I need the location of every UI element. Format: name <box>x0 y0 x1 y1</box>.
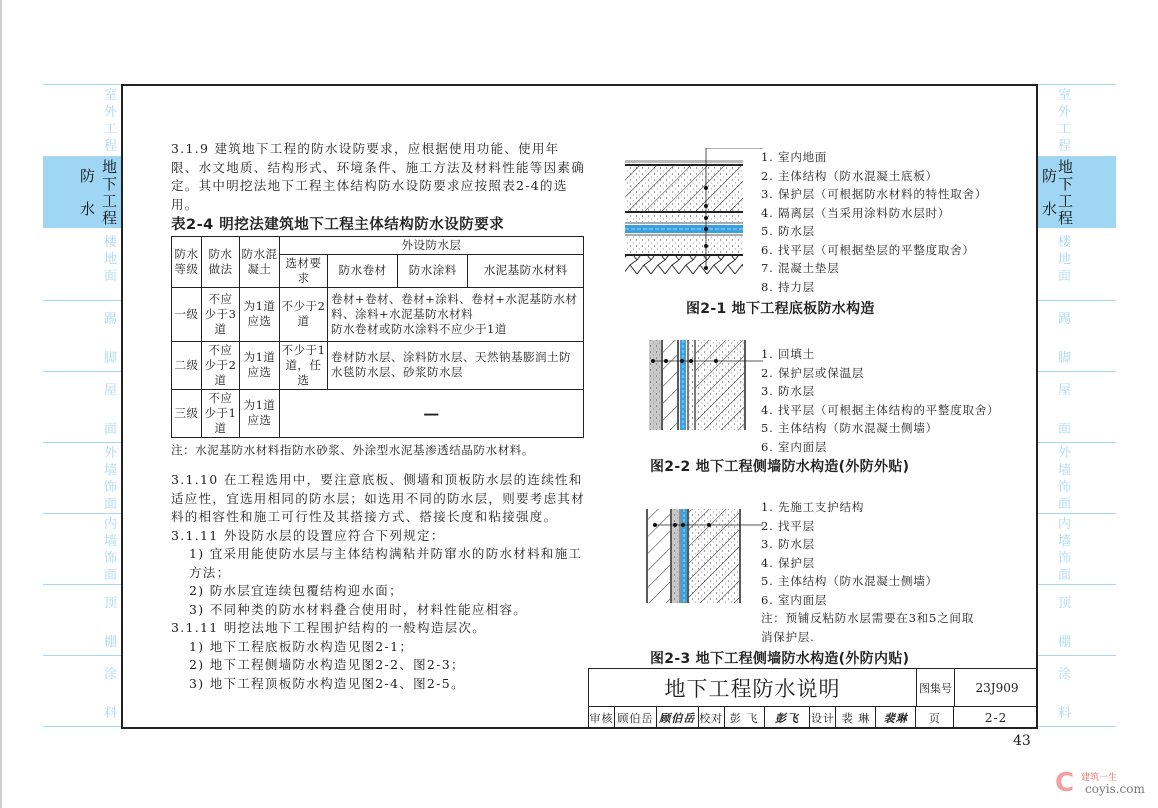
tab-roof[interactable] <box>1038 371 1116 442</box>
th-coating: 防水涂料 <box>398 254 468 287</box>
page-label: 页 <box>916 707 954 729</box>
legend-item: 6. 室内面层 <box>761 592 828 607</box>
th-method: 防水做法 <box>202 236 240 287</box>
drawing-title: 地下工程防水说明 <box>589 669 917 707</box>
cell-concrete: 为1道应选 <box>240 287 280 341</box>
review-label: 审核 <box>589 707 615 729</box>
cell-concrete: 为1道应选 <box>240 389 280 437</box>
clause-3-1-9: 3.1.9 建筑地下工程的防水设防要求，应根据使用功能、使用年限、水文地质、结构形式、环境条件、施工方法及材料性能等因素确定。其中明挖法地下工程主体结构防水设防要求应按照表2-4的选用。 <box>171 141 586 212</box>
legend-item: 6. 室内面层 <box>761 439 828 454</box>
th-membrane: 防水卷材 <box>328 254 398 287</box>
tab-label: 踢 脚 <box>1058 312 1072 366</box>
tab-skirting[interactable] <box>1038 300 1116 371</box>
table-note: 注：水泥基防水材料指防水砂浆、外涂型水泥基渗透结晶防水材料。 <box>171 442 534 457</box>
legend-item: 2. 保护层或保温层 <box>761 365 865 380</box>
tab-exterior-wall[interactable] <box>1038 442 1116 513</box>
materials-line: 卷材防水层、涂料防水层、天然钠基膨润土防水毯防水层、砂浆防水层 <box>331 350 571 379</box>
list-item: 1) 宜采用能使防水层与主体结构满粘并防窜水的防水材料和施工方法； <box>189 546 583 580</box>
legend-item: 1. 室内地面 <box>761 150 828 164</box>
cell-method: 不应少于1道 <box>202 389 240 437</box>
checker-signature: 彭飞 <box>765 707 811 729</box>
watermark <box>1055 768 1150 800</box>
tab-label: 内 墙 饰 面 <box>103 517 117 583</box>
legend-item: 4. 隔离层（当采用涂料防水层时） <box>761 205 951 220</box>
tab-label: 楼 地 面 <box>1058 235 1072 284</box>
tab-label: 室 外 工 程 <box>1058 88 1072 154</box>
page-code: 2-2 <box>984 711 1008 725</box>
left-section-tabs <box>43 84 121 727</box>
legend-item: 3. 防水层 <box>761 537 815 551</box>
tab-outdoor[interactable] <box>1038 84 1116 156</box>
text-column <box>171 140 586 693</box>
legend-item: 8. 持力层 <box>761 279 815 294</box>
figure-2-3-legend <box>761 498 974 646</box>
tab-roof[interactable] <box>43 371 121 442</box>
figure-2-2-legend <box>761 345 999 456</box>
cell-grade: 一级 <box>172 287 202 341</box>
materials-line: 卷材+卷材、卷材+涂料、卷材+水泥基防水材料、涂料+水泥基防水材料 <box>331 291 578 321</box>
tab-label: 地 下 工 程 <box>101 158 117 227</box>
tab-floor[interactable] <box>43 228 121 300</box>
list-item: 3) 不同种类的防水材料叠合使用时，材料性能应相容。 <box>189 601 528 617</box>
side-wall-outer-section-diagram <box>643 338 763 438</box>
page-edge <box>0 0 2 808</box>
tab-label: 涂 料 <box>1058 667 1072 721</box>
table-header-row <box>172 236 584 254</box>
cell-requirement: 不少于1道，任选 <box>280 341 328 389</box>
tab-underground-active[interactable] <box>1038 156 1116 228</box>
clause-3-1-10: 3.1.10 在工程选用中，要注意底板、侧墙和顶板防水层的连续性和适应性，宜选用相同的防水层；如选用不同的防水层，则要考虑其材料的相容性和施工可行性及其搭接方式、搭接长度和粘接强度。 <box>171 472 586 524</box>
tab-interior-wall[interactable] <box>1038 513 1116 584</box>
clause-3-1-11-b: 3.1.11 明挖法地下工程围护结构的一般构造层次。 <box>171 620 487 635</box>
tab-label: 屋 面 <box>103 383 117 437</box>
tab-ceiling[interactable] <box>1038 584 1116 655</box>
tab-label: 踢 脚 <box>103 312 117 366</box>
tab-floor[interactable] <box>1038 228 1116 300</box>
cell-method: 不应少于3道 <box>202 287 240 341</box>
th-grade: 防水等级 <box>172 236 202 287</box>
list-item: 1) 地下工程底板防水构造见图2-1； <box>189 638 414 654</box>
tab-label: 屋 面 <box>1058 383 1072 437</box>
tab-label: 内 墙 饰 面 <box>1058 517 1072 583</box>
list-item: 2) 地下工程侧墙防水构造见图2-2、图2-3； <box>189 657 465 672</box>
cell-materials <box>328 287 584 341</box>
tab-exterior-wall[interactable] <box>43 442 121 513</box>
atlas-number: 23J909 <box>975 681 1019 695</box>
legend-item: 3. 防水层 <box>761 384 815 398</box>
list-item: 2) 防水层宜连续包覆结构迎水面； <box>189 583 403 598</box>
tab-coating[interactable] <box>1038 655 1116 727</box>
figure-2-2-caption: 图2-2 地下工程侧墙防水构造(外防外贴) <box>650 459 910 475</box>
table-row <box>172 287 584 341</box>
legend-item: 2. 主体结构（防水混凝土底板） <box>761 168 938 183</box>
title-block-sign-row <box>589 707 1038 729</box>
tab-outdoor[interactable] <box>43 84 121 156</box>
clause-3-1-11-a: 3.1.11 外设防水层的设置应符合下列规定： <box>171 527 445 543</box>
page-number: 43 <box>1013 733 1031 749</box>
figure-2-3-caption: 图2-3 地下工程侧墙防水构造(外防内贴) <box>650 651 910 667</box>
legend-item: 6. 找平层（可根据垫层的平整度取舍） <box>761 242 975 257</box>
list-item: 3) 地下工程顶板防水构造见图2-4、图2-5。 <box>189 675 465 691</box>
legend-note: 注：预铺反粘防水层需要在3和5之间取 <box>761 611 975 625</box>
designer-signature: 裴琳 <box>876 707 916 729</box>
right-section-tabs <box>1038 84 1116 727</box>
cell-materials <box>328 341 584 389</box>
tab-label: 涂 料 <box>103 667 117 721</box>
title-block-top-row <box>589 669 1038 707</box>
tab-ceiling[interactable] <box>43 584 121 655</box>
cell-concrete: 为1道应选 <box>240 341 280 389</box>
side-wall-inner-section-diagram <box>643 507 763 607</box>
design-label: 设计 <box>810 707 836 729</box>
tab-label: 地 下 工 程 <box>1058 158 1074 227</box>
tab-coating[interactable] <box>43 655 121 727</box>
tab-group-label: 防 水 <box>79 167 95 218</box>
tab-underground-active[interactable] <box>43 156 121 228</box>
legend-item: 4. 保护层 <box>761 555 815 570</box>
legend-item: 5. 主体结构（防水混凝土侧墙） <box>761 574 938 588</box>
tab-label: 室 外 工 程 <box>103 88 117 154</box>
legend-item: 5. 主体结构（防水混凝土侧墙） <box>761 421 938 435</box>
legend-item: 3. 保护层（可根据防水材料的特性取舍） <box>761 187 988 201</box>
cell-requirement: 不少于2道 <box>280 287 328 341</box>
cell-none: — <box>280 389 584 437</box>
legend-item: 2. 找平层 <box>761 518 815 533</box>
legend-item: 7. 混凝土垫层 <box>761 261 840 275</box>
checker-name: 彭 飞 <box>725 707 765 729</box>
tab-label: 外 墙 饰 面 <box>1058 446 1072 512</box>
tab-group-label: 防 水 <box>1042 167 1058 218</box>
legend-item: 1. 回填土 <box>761 347 815 361</box>
floor-slab-section-diagram <box>623 148 763 288</box>
tab-label: 外 墙 饰 面 <box>103 446 117 512</box>
tab-interior-wall[interactable] <box>43 513 121 584</box>
th-cement: 水泥基防水材料 <box>468 254 584 287</box>
check-label: 校对 <box>699 707 725 729</box>
table-row <box>172 341 584 389</box>
drawing-frame <box>121 84 1038 729</box>
figure-2-1-caption: 图2-1 地下工程底板防水构造 <box>686 301 875 317</box>
cell-grade: 三级 <box>172 389 202 437</box>
th-external-layer: 外设防水层 <box>280 236 584 254</box>
watermark-site: coyis.com <box>1085 782 1145 796</box>
cell-method: 不应少于2道 <box>202 341 240 389</box>
designer-name: 裴 琳 <box>836 707 876 729</box>
tab-label: 楼 地 面 <box>103 235 117 284</box>
title-block <box>588 668 1038 729</box>
watermark-logo-icon: C <box>1055 768 1075 798</box>
table-title: 表2-4 明挖法建筑地下工程主体结构防水设防要求 <box>171 217 505 233</box>
legend-item: 1. 先施工支护结构 <box>761 500 865 514</box>
cell-grade: 二级 <box>172 341 202 389</box>
reviewer-signature: 顾伯岳 <box>657 707 699 729</box>
tab-label: 顶 棚 <box>103 596 117 650</box>
requirements-table <box>171 236 584 438</box>
legend-item: 4. 找平层（可根据主体结构的平整度取舍） <box>761 402 1000 417</box>
atlas-label: 图集号 <box>917 669 955 707</box>
legend-note: 消保护层. <box>761 629 815 644</box>
th-concrete: 防水混凝土 <box>240 236 280 287</box>
th-requirement: 选材要求 <box>280 254 328 287</box>
figure-2-1-legend <box>761 148 987 296</box>
table-row <box>172 389 584 437</box>
reviewer-name: 顾伯岳 <box>615 707 657 729</box>
watermark-cn: 建筑一生 <box>1081 773 1118 783</box>
legend-item: 5. 防水层 <box>761 224 815 238</box>
tab-label: 顶 棚 <box>1058 596 1072 650</box>
materials-line: 防水卷材或防水涂料不应少于1道 <box>331 321 507 336</box>
tab-skirting[interactable] <box>43 300 121 371</box>
